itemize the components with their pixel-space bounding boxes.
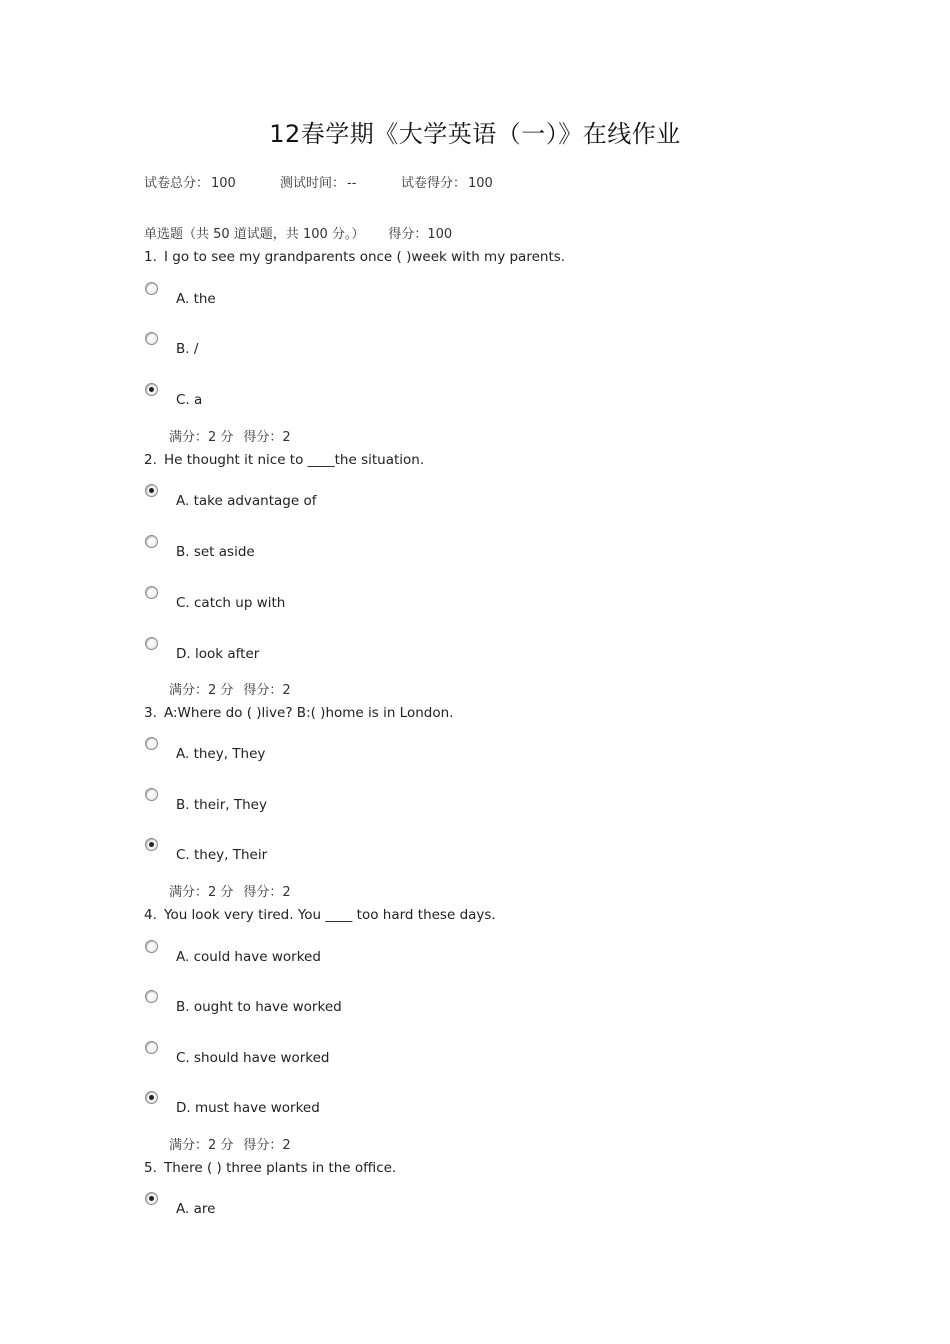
option-label: A. are bbox=[176, 1201, 216, 1217]
option-label: B. ought to have worked bbox=[176, 999, 342, 1015]
section-heading: 单选题（共 50 道试题，共 100 分。） bbox=[144, 227, 365, 242]
option-1b[interactable] bbox=[144, 332, 544, 372]
radio-button[interactable] bbox=[145, 990, 158, 1003]
option-2b[interactable] bbox=[144, 535, 544, 575]
question-score-line bbox=[169, 1134, 291, 1153]
radio-button[interactable] bbox=[145, 1041, 158, 1054]
option-2a[interactable] bbox=[144, 484, 544, 524]
option-label: C. they, Their bbox=[176, 847, 268, 863]
option-3c[interactable] bbox=[144, 838, 544, 878]
option-label: A. could have worked bbox=[176, 949, 321, 965]
paper-score-info bbox=[401, 172, 493, 191]
option-label: C. should have worked bbox=[176, 1050, 330, 1066]
radio-button[interactable] bbox=[145, 332, 158, 345]
obtained-score: 得分：2 bbox=[243, 885, 291, 900]
question-number: 1. bbox=[144, 249, 157, 265]
question-3 bbox=[144, 705, 453, 721]
radio-button[interactable] bbox=[145, 586, 158, 599]
option-label: B. set aside bbox=[176, 544, 255, 560]
question-4 bbox=[144, 907, 496, 923]
question-5 bbox=[144, 1160, 396, 1176]
question-text: A:Where do ( )live? B:( )home is in London. bbox=[164, 705, 454, 721]
option-1a[interactable] bbox=[144, 282, 544, 322]
radio-button-checked[interactable] bbox=[145, 1192, 158, 1205]
total-score-label: 试卷总分： bbox=[144, 176, 210, 191]
question-text: I go to see my grandparents once ( )week with my parents. bbox=[164, 249, 566, 265]
total-score-value: 100 bbox=[211, 176, 236, 191]
option-1c[interactable] bbox=[144, 383, 544, 423]
radio-button[interactable] bbox=[145, 282, 158, 295]
option-3b[interactable] bbox=[144, 788, 544, 828]
option-label: D. must have worked bbox=[176, 1100, 320, 1116]
option-label: D. look after bbox=[176, 646, 260, 662]
radio-button[interactable] bbox=[145, 940, 158, 953]
paper-score-label: 试卷得分： bbox=[401, 176, 467, 191]
option-2d[interactable] bbox=[144, 637, 544, 677]
option-label: C. a bbox=[176, 392, 203, 408]
option-3a[interactable] bbox=[144, 737, 544, 777]
option-5a[interactable] bbox=[144, 1192, 544, 1232]
radio-button-checked[interactable] bbox=[145, 383, 158, 396]
question-text: He thought it nice to ____the situation. bbox=[164, 452, 425, 468]
section-score: 得分：100 bbox=[388, 227, 453, 242]
radio-button[interactable] bbox=[145, 788, 158, 801]
option-label: B. / bbox=[176, 341, 199, 357]
test-time-value: -- bbox=[347, 176, 357, 191]
option-label: B. their, They bbox=[176, 797, 267, 813]
option-label: A. take advantage of bbox=[176, 493, 317, 509]
option-label: A. they, They bbox=[176, 746, 266, 762]
option-label: A. the bbox=[176, 291, 216, 307]
total-score-info bbox=[144, 172, 236, 191]
radio-button-checked[interactable] bbox=[145, 484, 158, 497]
option-4b[interactable] bbox=[144, 990, 544, 1030]
question-score-line bbox=[169, 881, 291, 900]
obtained-score: 得分：2 bbox=[243, 1138, 291, 1153]
option-label: C. catch up with bbox=[176, 595, 286, 611]
question-1 bbox=[144, 249, 565, 265]
radio-button[interactable] bbox=[145, 637, 158, 650]
full-score: 满分：2 分 bbox=[169, 1138, 234, 1153]
question-score-line bbox=[169, 426, 291, 445]
question-number: 4. bbox=[144, 907, 157, 923]
option-4a[interactable] bbox=[144, 940, 544, 980]
section-header bbox=[144, 223, 452, 242]
question-score-line bbox=[169, 679, 291, 698]
question-number: 5. bbox=[144, 1160, 157, 1176]
full-score: 满分：2 分 bbox=[169, 683, 234, 698]
option-4d[interactable] bbox=[144, 1091, 544, 1131]
full-score: 满分：2 分 bbox=[169, 430, 234, 445]
test-time-info bbox=[280, 172, 356, 191]
page-title: 12春学期《大学英语（一）》在线作业 bbox=[269, 120, 681, 148]
paper-score-value: 100 bbox=[468, 176, 493, 191]
option-2c[interactable] bbox=[144, 586, 544, 626]
question-text: You look very tired. You ____ too hard these days. bbox=[164, 907, 496, 923]
option-4c[interactable] bbox=[144, 1041, 544, 1081]
obtained-score: 得分：2 bbox=[243, 683, 291, 698]
full-score: 满分：2 分 bbox=[169, 885, 234, 900]
question-text: There ( ) three plants in the office. bbox=[164, 1160, 397, 1176]
question-number: 2. bbox=[144, 452, 157, 468]
radio-button-checked[interactable] bbox=[145, 1091, 158, 1104]
radio-button[interactable] bbox=[145, 535, 158, 548]
question-2 bbox=[144, 452, 424, 468]
radio-button-checked[interactable] bbox=[145, 838, 158, 851]
question-number: 3. bbox=[144, 705, 157, 721]
radio-button[interactable] bbox=[145, 737, 158, 750]
obtained-score: 得分：2 bbox=[243, 430, 291, 445]
test-time-label: 测试时间： bbox=[280, 176, 346, 191]
